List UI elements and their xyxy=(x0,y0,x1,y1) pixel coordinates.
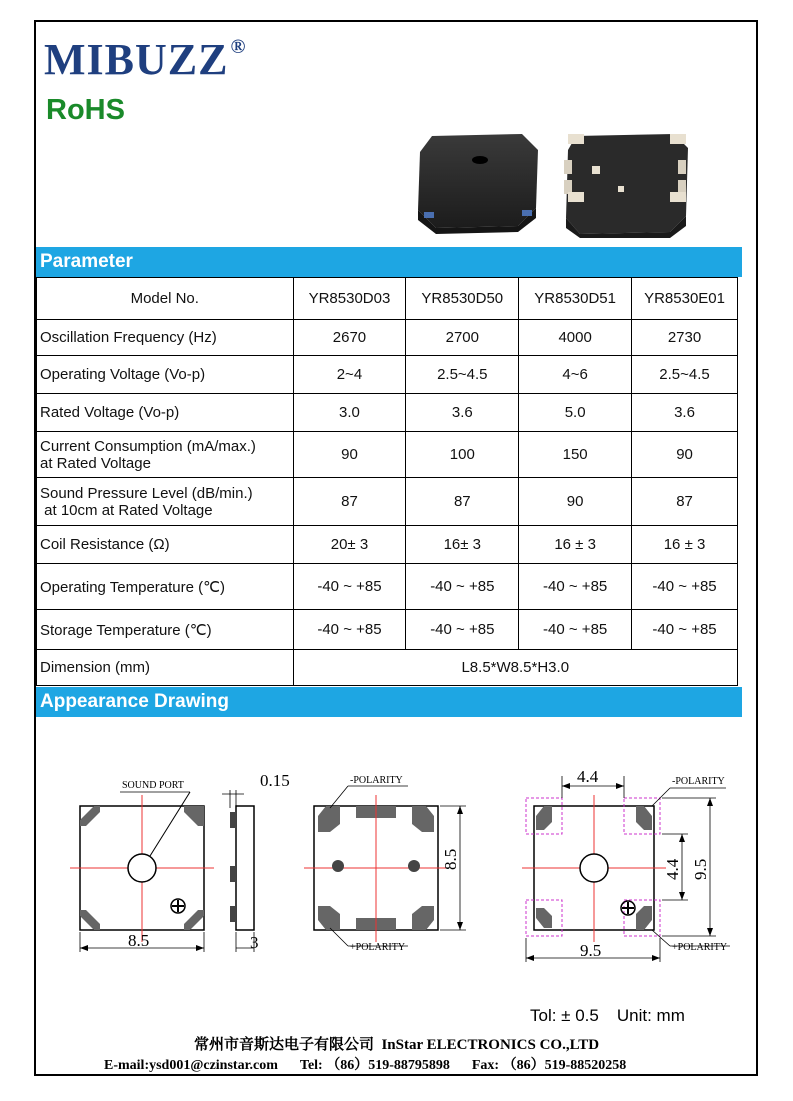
company-name-cn: 常州市音斯达电子有限公司 xyxy=(193,1037,374,1053)
table-cell: 2730 xyxy=(632,320,738,356)
table-cell: -40 ~ +85 xyxy=(406,610,519,650)
table-cell: 3.6 xyxy=(406,394,519,432)
table-cell: 3.6 xyxy=(632,394,738,432)
side-view-drawing xyxy=(222,771,290,952)
dim-width-label: 8.5 xyxy=(128,931,150,950)
header-model: YR8530D51 xyxy=(519,278,632,320)
table-row xyxy=(37,564,738,610)
dim-length-label: 8.5 xyxy=(441,848,460,870)
row-label: Operating Temperature (℃) xyxy=(37,564,294,610)
neg-polarity-label: -POLARITY xyxy=(672,776,725,787)
row-label: Storage Temperature (℃) xyxy=(37,610,294,650)
dim-pad-gap-label: 4.4 xyxy=(577,767,599,786)
row-label: Sound Pressure Level (dB/min.) at 10cm at Rated Voltage xyxy=(37,478,294,526)
top-view-drawing xyxy=(70,780,214,952)
table-cell: 16 ± 3 xyxy=(519,526,632,564)
bottom-view-drawing xyxy=(304,775,466,953)
row-label: Dimension (mm) xyxy=(37,650,294,686)
parameter-table xyxy=(36,277,738,686)
rohs-label: RoHS xyxy=(46,94,125,126)
contact-email: E-mail:ysd001@czinstar.com xyxy=(104,1058,278,1073)
dim-height-label: 3 xyxy=(250,933,259,952)
table-cell: 150 xyxy=(519,432,632,478)
table-cell: 2~4 xyxy=(293,356,406,394)
row-label: Operating Voltage (Vo-p) xyxy=(37,356,294,394)
table-cell: -40 ~ +85 xyxy=(406,564,519,610)
table-cell: 4~6 xyxy=(519,356,632,394)
table-row xyxy=(37,320,738,356)
table-cell: 2.5~4.5 xyxy=(406,356,519,394)
dim-footprint-width-label: 9.5 xyxy=(580,941,602,960)
dim-footprint-height-label: 9.5 xyxy=(691,858,710,880)
table-cell: 90 xyxy=(519,478,632,526)
table-row xyxy=(37,478,738,526)
table-cell: -40 ~ +85 xyxy=(519,610,632,650)
row-label: Rated Voltage (Vo-p) xyxy=(37,394,294,432)
table-row xyxy=(37,432,738,478)
header-model-no: Model No. xyxy=(37,278,294,320)
table-header-row xyxy=(37,278,738,320)
table-cell: 16 ± 3 xyxy=(632,526,738,564)
sound-port-label: SOUND PORT xyxy=(122,780,184,791)
appearance-section-header: Appearance Drawing xyxy=(36,687,742,717)
tolerance-value: Tol: ± 0.5 xyxy=(530,1006,599,1025)
table-cell: 87 xyxy=(632,478,738,526)
table-cell: -40 ~ +85 xyxy=(293,610,406,650)
footprint-drawing xyxy=(522,767,730,962)
table-cell: 5.0 xyxy=(519,394,632,432)
row-label: Coil Resistance (Ω) xyxy=(37,526,294,564)
brand-logo: MIBUZZ ® xyxy=(44,35,247,84)
table-cell: 87 xyxy=(406,478,519,526)
dim-lead-label: 0.15 xyxy=(260,771,290,790)
table-cell: -40 ~ +85 xyxy=(632,564,738,610)
table-cell: 2700 xyxy=(406,320,519,356)
footer-contact xyxy=(104,1054,648,1074)
table-cell: 90 xyxy=(632,432,738,478)
contact-fax: Fax: （86）519-88520258 xyxy=(471,1058,627,1073)
table-cell: 3.0 xyxy=(293,394,406,432)
table-cell: 100 xyxy=(406,432,519,478)
pos-polarity-label: +POLARITY xyxy=(350,942,406,953)
table-cell: 4000 xyxy=(519,320,632,356)
product-photo-top xyxy=(414,130,540,235)
table-row xyxy=(37,356,738,394)
table-cell: -40 ~ +85 xyxy=(293,564,406,610)
tolerance-note xyxy=(530,1006,703,1026)
table-row xyxy=(37,394,738,432)
table-row xyxy=(37,650,738,686)
table-row xyxy=(37,526,738,564)
unit-value: Unit: mm xyxy=(616,1006,685,1025)
header-model: YR8530D50 xyxy=(406,278,519,320)
dimension-value: L8.5*W8.5*H3.0 xyxy=(293,650,737,686)
row-label: Oscillation Frequency (Hz) xyxy=(37,320,294,356)
table-cell: 2670 xyxy=(293,320,406,356)
table-cell: 2.5~4.5 xyxy=(632,356,738,394)
row-label: Current Consumption (mA/max.) at Rated Voltage xyxy=(37,432,294,478)
table-row xyxy=(37,610,738,650)
table-cell: -40 ~ +85 xyxy=(519,564,632,610)
footer-company xyxy=(0,1033,793,1054)
table-cell: -40 ~ +85 xyxy=(632,610,738,650)
company-name-en: InStar ELECTRONICS CO.,LTD xyxy=(381,1037,600,1053)
neg-polarity-label: -POLARITY xyxy=(350,775,403,786)
dim-pad-gap-vertical-label: 4.4 xyxy=(663,858,682,880)
table-cell: 90 xyxy=(293,432,406,478)
pos-polarity-label: +POLARITY xyxy=(672,942,728,953)
parameter-section-header: Parameter xyxy=(36,247,742,277)
table-cell: 16± 3 xyxy=(406,526,519,564)
product-photo-bottom xyxy=(562,130,692,238)
appearance-drawing xyxy=(60,760,740,970)
table-cell: 87 xyxy=(293,478,406,526)
table-cell: 20± 3 xyxy=(293,526,406,564)
header-model: YR8530D03 xyxy=(293,278,406,320)
contact-tel: Tel: （86）519-88795898 xyxy=(299,1058,450,1073)
header-model: YR8530E01 xyxy=(632,278,738,320)
